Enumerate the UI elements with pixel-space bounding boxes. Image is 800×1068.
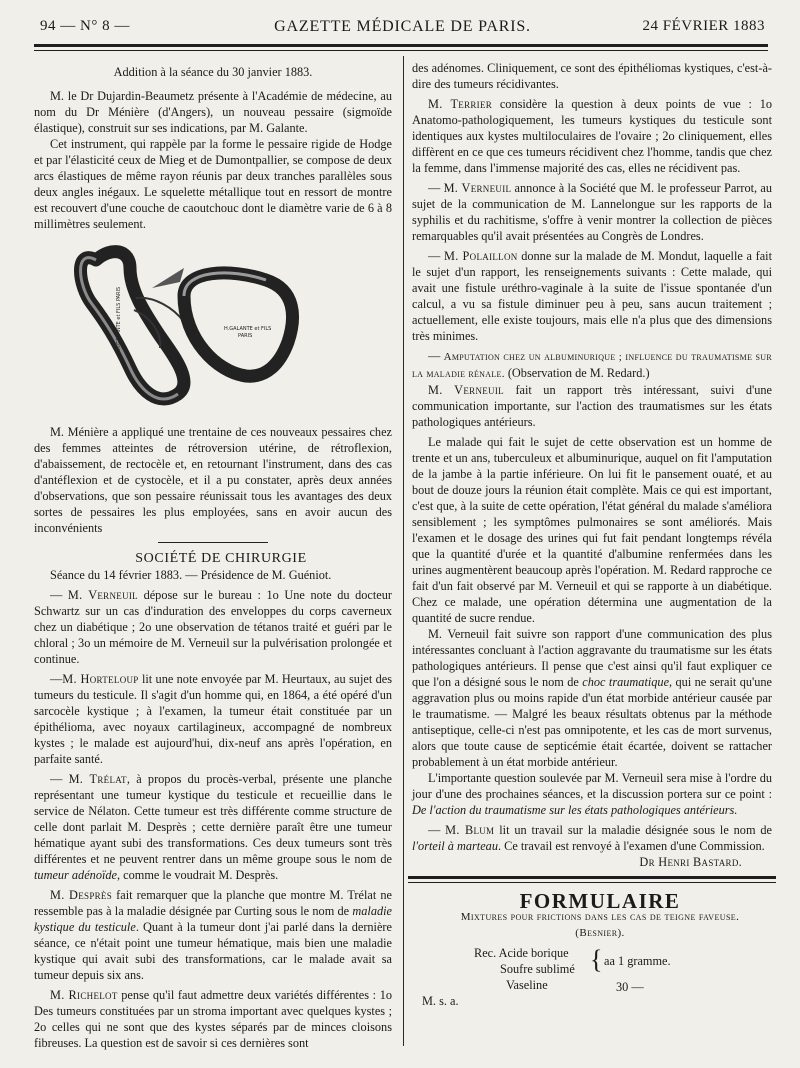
speaker-name: M. Richelot [50, 988, 118, 1002]
formulaire-subtitle: Mixtures pour frictions dans les cas de teigne faveuse. [460, 911, 740, 923]
formulaire-rule-thick [408, 876, 776, 879]
speaker-name: M. Verneuil [443, 181, 512, 195]
paragraph: M. Desprès fait remarquer que la planche que montre M. Trélat ne ressemble pas à la maladie désignée par Curting sous le nom de maladie kystique du testicule. Quant à la tumeur dont j'ai parlé dans la dernière séance, ce n'était point une tumeur hématique, mais bien une maladie kystique qui avait subi des transformations, car le malade avait sa tumeur depuis six ans. [34, 888, 392, 982]
speaker-name: M. Blum [445, 823, 495, 837]
paragraph: — M. Verneuil dépose sur le bureau : 1o Une note du docteur Schwartz sur un cas d'induration des enveloppes du corps caverneux chez un diabétique ; 2o une observation de tétanos traité et guéri par le chloral ; 3o un mémoire de M. Verneuil sur la pulvérisation prolongée et continue. [34, 588, 392, 666]
svg-text:H.GALANTE et FILS PARIS: H.GALANTE et FILS PARIS [116, 286, 122, 350]
seance-line: Séance du 14 février 1883. — Présidence de M. Guéniot. [50, 568, 332, 582]
speaker-name: M. Horteloup [62, 672, 139, 686]
pessary-illustration [34, 238, 392, 418]
page-number: 94 — N° 8 — [40, 18, 130, 34]
svg-text:H.GALANTE et FILS: H.GALANTE et FILS [224, 326, 272, 332]
svg-text:PARIS: PARIS [238, 333, 253, 339]
speaker-name: M. Verneuil [67, 588, 138, 602]
paragraph: —M. Horteloup lit une note envoyée par M. Heurtaux, au sujet des tumeurs du testicule. Il s'agit d'un homme qui, en 1864, a été opéré d'un sarcocèle kystique ; à l'examen, la tumeur était constituée par un épithélioma, avec noyaux cartilagineux, accompagné de nombreux kystes ; le malade est aujourd'hui, dix-neuf ans après l'opération, en parfaite santé. [34, 672, 392, 766]
issue-date: 24 FÉVRIER 1883 [642, 18, 765, 34]
header-rule-thin [34, 50, 768, 51]
paragraph: — Amputation chez un albuminurique ; influence du traumatisme sur la maladie rénale. (Observation de M. Redard.) [412, 349, 772, 380]
speaker-name: M. Desprès [50, 888, 113, 902]
column-divider [403, 56, 404, 1046]
recipe-brace: { [590, 945, 603, 974]
paragraph: — M. Verneuil annonce à la Société que M. le professeur Parrot, au sujet de la communication de M. Lannelongue sur les rapports de la syphilis et du rachitisme, s'offre à venir montrer la collection de pièces remarquables qu'il avait présentées au Congrès de Londres. [412, 181, 772, 243]
header-rule-thick [34, 44, 768, 47]
paragraph: des adénomes. Cliniquement, ce sont des épithéliomas kystiques, c'est-à-dire des tumeurs récidivantes. [412, 61, 772, 91]
recipe-line: Soufre sublimé [500, 962, 575, 976]
paragraph: — M. Trélat, à propos du procès-verbal, présente une planche représentant une tumeur kystique du testicule et recueillie dans le service de Nélaton. Cette tumeur est très différente comme structure de celle dont parlait M. Desprès ; cette dernière paraît être une tumeur hématique ayant subi des transformations. Ces deux tumeurs sont très différentes et ne peuvent rentrer dans un même groupe sous le nom de tumeur adénoïde, comme le voudrait M. Desprès. [34, 772, 392, 882]
paragraph: M. Richelot pense qu'il faut admettre deux variétés différentes : 1o Des tumeurs constituées par un stroma important avec quelques kystes ; 2o celles qui ne sont que des kystes séparés par de minces cloisons fibreuses. La question est de savoir si ces dernières sont [34, 988, 392, 1050]
speaker-name: M. Terrier [428, 97, 493, 111]
formulaire-author: (Besnier). [575, 927, 625, 939]
right-column [412, 60, 772, 1008]
paragraph: L'importante question soulevée par M. Verneuil sera mise à l'ordre du jour d'une des prochaines séances, et la discussion portera sur ce point : De l'action du traumatisme sur les états pathologiques antérieurs. [412, 771, 772, 817]
author-signature: Dr Henri Bastard. [639, 855, 742, 869]
paragraph: Cet instrument, qui rappèle par la forme le pessaire rigide de Hodge et par l'élasticité ceux de Mieg et de Dumontpallier, se compose de deux arcs élastiques de même rayon réunis par deux tranches parallèles sous deux angles inégaux. Le squelette métallique tout en ressort de montre est recouvert d'une couche de caoutchouc dont le diamètre varie de 6 à 8 millimètres seulement. [34, 137, 392, 231]
paragraph: M. Verneuil fait suivre son rapport d'une communication des plus intéressantes concluant à l'action aggravante du traumatisme sur les états pathologiques antérieurs. Il pense que c'est ainsi qu'il faut expliquer ce que l'on a désigné sous le nom de choc traumatique, qui ne serait qu'une aggravation plus ou moins rapide d'un état morbide antérieur causée par le traumatisme. — Malgré les beaux résultats obtenus par la méthode antiseptique, celle-ci n'est pas omnipotente, et les cas de mort survenus, alors que toute cause de septicémie était écartée, doivent se rattacher probablement à un état morbide antérieur. [412, 627, 772, 769]
paragraph: M. le Dr Dujardin-Beaumetz présente à l'Académie de médecine, au nom du Dr Ménière (d'Angers), un nouveau pessaire (sigmoïde élastique), construit sur ses indications, par M. Galante. [34, 89, 392, 135]
speaker-name: M. Verneuil [428, 383, 504, 397]
paragraph: M. Ménière a appliqué une trentaine de ces nouveaux pessaires chez des femmes atteintes de rétroversion utérine, de rétroflexion, d'abaissement, de rectocèle et, en retournant l'instrument, dans des cas d'antéflexion et de cystocèle, et il a pu constater, après deux années d'observations, que son pessaire réunissait tous les avantages des deux sortes de pessaires les plus employées, sans en avoir aucun des inconvénients [34, 425, 392, 535]
subsection-title: Amputation chez un albuminurique ; influence du traumatisme sur la maladie rénale. [412, 351, 772, 380]
paragraph: M. Verneuil fait un rapport très intéressant, suivi d'une communication importante, sur l'action des traumatismes sur les états pathologiques antérieurs. [412, 383, 772, 429]
addition-title: Addition à la séance du 30 janvier 1883. [113, 65, 313, 79]
paragraph: — M. Blum lit un travail sur la maladie désignée sous le nom de l'orteil à marteau. Ce travail est renvoyé à l'examen d'une Commission. [412, 823, 772, 853]
recipe-line: Rec. Acide borique [474, 946, 569, 960]
paragraph: Le malade qui fait le sujet de cette observation est un homme de trente et un ans, tuberculeux et albuminurique, auquel on fit l'amputation de la jambe à la partie inférieure. On lui fit le pansement ouaté, et au bout de douze jours la réunion était complète. Mais ce qui est important, c'est que, à la suite de cette opération, l'état général du malade s'améliora sensiblement ; les symptômes pulmonaires se sont améliorés. Mais l'examen et le dosage des urines qui fut fait pendant longtemps révéla que la quantité d'urée et la quantité d'albumine renfermées dans les urines augmentèrent beaucoup après l'opération. M. Redard rapproche ce fait d'un fait observé par M. Verneuil et qui se rapporte à un diabétique. Chez ce malade, une opération détermina une augmentation de la quantité de sucre rendue. [412, 435, 772, 625]
formulaire-rule-thin [408, 882, 776, 883]
recipe-dose: aa 1 gramme. [604, 954, 671, 968]
speaker-name: M. Polaillon [443, 249, 518, 263]
paragraph: M. Terrier considère la question à deux points de vue : 1o Anatomo-pathologiquement, les tumeurs kystiques du testicule sont identiques aux kystes multiloculaires de l'ovaire ; 2o cliniquement, elles diffèrent en ce que ces tumeurs récidivent chez l'homme, tandis que chez la femme, dans l'immense majorité des cas, elles ne récidivent pas. [412, 97, 772, 175]
recipe-dose: 30 — [616, 980, 644, 994]
left-column [34, 58, 392, 1051]
journal-title: GAZETTE MÉDICALE DE PARIS. [274, 18, 531, 35]
section-title: SOCIÉTÉ DE CHIRURGIE [135, 551, 307, 566]
pessary-drawing [34, 238, 392, 418]
section-rule [158, 542, 268, 543]
recipe-line: Vaseline [506, 978, 548, 992]
formulaire-title: FORMULAIRE [519, 889, 681, 913]
speaker-name: M. Trélat [68, 772, 127, 786]
recipe [412, 943, 772, 1008]
page-header [40, 18, 765, 40]
recipe-msa: M. s. a. [422, 994, 459, 1008]
paragraph: — M. Polaillon donne sur la malade de M. Mondut, laquelle a fait le sujet d'un rapport, les renseignements suivants : Cette malade, qui avait une fistule uréthro-vaginale à la suite de l'issue spontanée d'un calcul, a vu sa fistule diminuer peu à peu, sans aucun traitement ; actuellement, elle existe toujours, mais elle n'a plus que des dimensions très minimes. [412, 249, 772, 343]
